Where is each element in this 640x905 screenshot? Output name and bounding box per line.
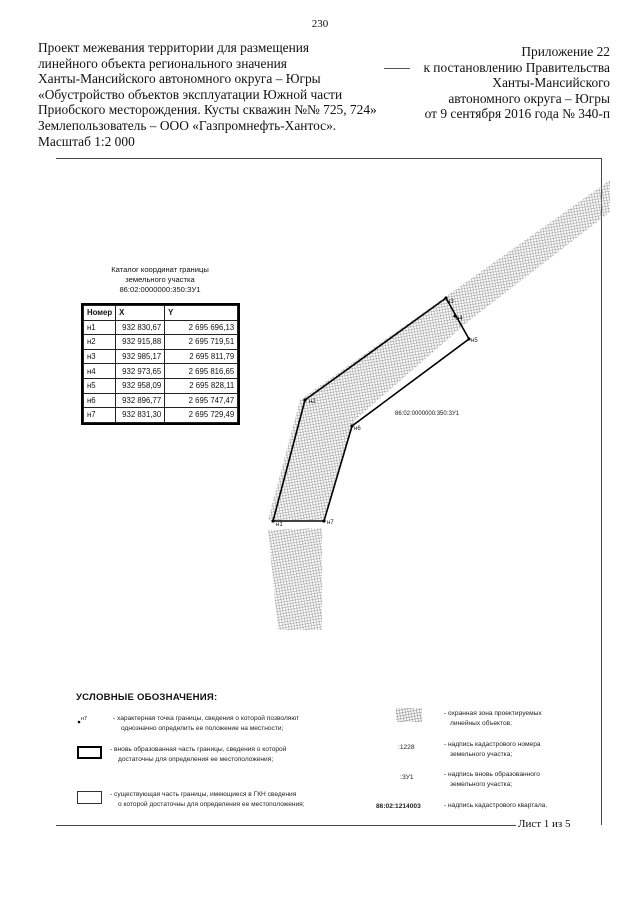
title-line: линейного объекта регионального значения <box>38 55 287 71</box>
point-label-n5: н5 <box>471 338 478 344</box>
point-label-n3: н3 <box>447 299 454 305</box>
point-symbol-icon <box>76 714 96 726</box>
cell-number: н4 <box>84 364 116 379</box>
legend-text-line: - надпись кадастрового номера <box>444 741 541 748</box>
catalog-title-line: Каталог координат границы <box>111 265 209 274</box>
title-line: «Обустройство объектов эксплуатации Южной части <box>38 86 343 102</box>
legend-cad-number-desc <box>444 740 541 760</box>
table-header-row <box>84 306 238 321</box>
legend-text-line: о которой достаточны для определения ее местоположения; <box>118 801 305 808</box>
cell-y: 2 695 729,49 <box>165 408 238 423</box>
cell-x: 932 831,30 <box>116 408 165 423</box>
legend-point-desc <box>113 714 299 734</box>
cell-x: 932 830,67 <box>116 320 165 335</box>
title-line: Землепользователь – ООО «Газпромнефть-Хантос». <box>38 117 337 133</box>
catalog-title-line: земельного участка <box>125 275 195 284</box>
cell-number: н6 <box>84 393 116 408</box>
legend-text-line: - надпись вновь образованного <box>444 771 540 778</box>
new-boundary-symbol <box>77 746 102 759</box>
point-label-n4: н4 <box>456 316 463 322</box>
protection-zone <box>268 180 610 520</box>
appendix-line: к постановлению Правительства <box>423 59 610 75</box>
title-line: Проект межевания территории для размещения <box>38 40 310 55</box>
table-row <box>84 378 238 393</box>
table-row <box>84 364 238 379</box>
cell-number: н5 <box>84 378 116 393</box>
point-label-n2: н2 <box>309 399 316 405</box>
table-row <box>84 320 238 335</box>
legend-zone-desc <box>444 709 542 729</box>
cell-number: н1 <box>84 320 116 335</box>
point-label-n7: н7 <box>327 520 334 526</box>
legend-text-line: - вновь образованная часть границы, сведения о которой <box>110 746 287 753</box>
coordinates-table <box>83 305 238 423</box>
legend-text-line: достаточны для определения ее местоположения; <box>118 756 274 763</box>
page-number: 230 <box>311 18 329 30</box>
cell-x: 932 973,65 <box>116 364 165 379</box>
boundary-point <box>322 519 325 522</box>
catalog-title <box>80 265 240 295</box>
column-header: Y <box>165 306 238 321</box>
cell-y: 2 695 828,11 <box>165 378 238 393</box>
table-row <box>84 335 238 350</box>
column-header: Номер <box>84 306 116 321</box>
catalog-title-line: 86:02:0000000:350:ЗУ1 <box>119 285 201 294</box>
cad-number-symbol: :1228 <box>398 744 415 751</box>
quarter-symbol: 86:02:1214003 <box>376 803 421 810</box>
legend-title: УСЛОВНЫЕ ОБОЗНАЧЕНИЯ: <box>76 692 218 703</box>
title-line: Ханты-Мансийского автономного округа – Югры <box>38 71 321 87</box>
table-row <box>84 349 238 364</box>
cell-number: н2 <box>84 335 116 350</box>
cell-y: 2 695 747,47 <box>165 393 238 408</box>
cell-y: 2 695 816,65 <box>165 364 238 379</box>
cell-y: 2 695 719,51 <box>165 335 238 350</box>
point-symbol-label: н7 <box>81 716 88 722</box>
point-label-n1: н1 <box>276 522 283 528</box>
legend-text-line: земельного участка; <box>450 751 513 758</box>
cell-x: 932 896,77 <box>116 393 165 408</box>
cell-x: 932 915,88 <box>116 335 165 350</box>
legend-text-line: - охранная зона проектируемых <box>444 710 542 717</box>
new-parcel-symbol: :ЗУ1 <box>400 774 414 781</box>
sheet-number: Лист 1 из 5 <box>518 818 571 830</box>
legend-existing-part-desc <box>110 790 305 810</box>
existing-boundary-symbol <box>77 791 102 804</box>
appendix-line: от 9 сентября 2016 года № 340-п <box>424 106 610 122</box>
protection-zone-symbol <box>396 708 422 722</box>
parcel-label: 86:02:0000000:350:ЗУ1 <box>395 411 460 417</box>
legend-new-parcel-desc <box>444 770 540 790</box>
column-header: X <box>116 306 165 321</box>
cell-number: н3 <box>84 349 116 364</box>
cell-y: 2 695 811,79 <box>165 349 238 364</box>
legend-quarter-desc <box>444 801 547 811</box>
appendix-line: Ханты-Мансийского <box>492 75 610 91</box>
point-label-n6: н6 <box>354 426 361 432</box>
legend-text-line: - существующая часть границы, имеющиеся в ГКН сведения <box>110 791 297 798</box>
table-row <box>84 408 238 423</box>
scale-line: Масштаб 1:2 000 <box>38 133 135 149</box>
boundary-point <box>303 398 306 401</box>
cell-y: 2 695 696,13 <box>165 320 238 335</box>
table-row <box>84 393 238 408</box>
legend-text-line: однозначно определить ее положение на местности; <box>121 725 284 732</box>
protection-zone <box>268 528 322 630</box>
boundary-point <box>271 519 274 522</box>
legend-text-line: линейных объектов; <box>450 720 512 727</box>
legend-text-line: - характерная точка границы, сведения о которой позволяют <box>113 715 300 722</box>
cell-x: 932 958,09 <box>116 378 165 393</box>
cell-x: 932 985,17 <box>116 349 165 364</box>
title-line: Приобского месторождения. Кусты скважин №№ 725, 724» <box>38 102 377 118</box>
appendix-line: автономного округа – Югры <box>448 90 610 106</box>
legend-text-line: земельного участка; <box>450 781 513 788</box>
cell-number: н7 <box>84 408 116 423</box>
legend-text-line: - надпись кадастрового квартала. <box>444 802 548 809</box>
appendix-line: Приложение 22 <box>521 44 610 59</box>
legend-new-part-desc <box>110 745 286 765</box>
